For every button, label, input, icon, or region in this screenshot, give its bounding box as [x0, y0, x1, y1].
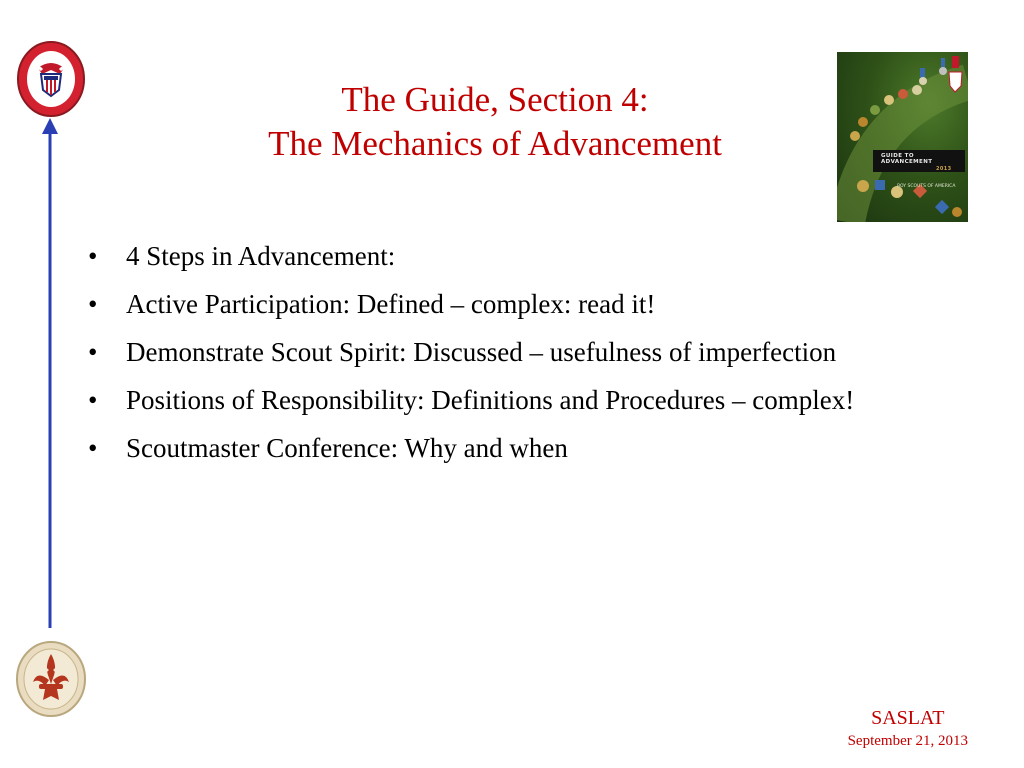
slide-footer — [848, 705, 968, 751]
bullet-text: Scoutmaster Conference: Why and when — [126, 433, 568, 463]
eagle-scout-emblem-icon — [16, 40, 86, 118]
bullet-item — [88, 284, 938, 325]
footer-date: September 21, 2013 — [847, 733, 968, 749]
bullet-text: Demonstrate Scout Spirit: Discussed – usefulness of imperfection — [126, 337, 837, 367]
guide-to-advancement-cover-image — [837, 52, 968, 222]
bullet-glyph: • — [88, 337, 98, 367]
footer-org: SASLAT — [871, 707, 945, 729]
bullet-text: Active Participation: Defined – complex: read it! — [126, 289, 656, 319]
title-line-1: The Guide, Section 4: — [341, 80, 649, 119]
bullet-item — [88, 236, 938, 277]
bullet-glyph: • — [88, 289, 98, 319]
title-line-2: The Mechanics of Advancement — [268, 124, 722, 163]
bullet-text: 4 Steps in Advancement: — [126, 241, 396, 271]
slide-title — [200, 78, 790, 166]
up-arrow-icon — [38, 118, 62, 630]
bullet-item — [88, 380, 938, 421]
book-title-banner — [873, 150, 965, 172]
bullet-glyph: • — [88, 385, 98, 415]
fleur-de-lis-icon — [15, 640, 87, 718]
bullet-item — [88, 332, 938, 373]
bullet-glyph: • — [88, 241, 98, 271]
book-year: 2013 — [936, 166, 952, 172]
book-publisher: BOY SCOUTS OF AMERICA — [897, 184, 956, 189]
bullet-text: Positions of Responsibility: Definitions and Procedures – complex! — [126, 385, 855, 415]
bullet-list — [88, 236, 938, 476]
bullet-item — [88, 428, 938, 469]
book-title: GUIDE TO ADVANCEMENT — [881, 153, 933, 165]
bullet-glyph: • — [88, 433, 98, 463]
